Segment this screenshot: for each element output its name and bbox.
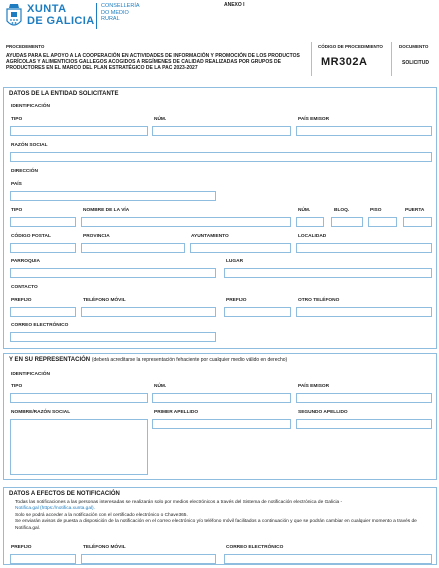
notif-correo-field[interactable] — [224, 554, 432, 564]
localidad-label: LOCALIDAD — [298, 234, 327, 239]
correo-label: CORREO ELECTRÓNICO — [11, 323, 69, 328]
puerta-field[interactable] — [403, 217, 432, 227]
document-label: DOCUMENTO — [399, 44, 429, 49]
header-divider — [311, 42, 312, 76]
rep-segundo-apellido-field[interactable] — [296, 419, 432, 429]
nombre-via-label: NOMBRE DE LA VÍA — [83, 208, 130, 213]
header-divider — [391, 42, 392, 76]
rep-nombre-field[interactable] — [10, 419, 148, 475]
document-value: SOLICITUD — [402, 60, 429, 66]
notification-text — [15, 500, 435, 532]
telefono-movil-field[interactable] — [81, 307, 216, 317]
bloq-field[interactable] — [331, 217, 363, 227]
otro-telefono-label: OTRO TELÉFONO — [298, 298, 340, 303]
tipo-via-label: TIPO — [11, 208, 23, 213]
num-via-field[interactable] — [296, 217, 324, 227]
notif-telefono-label: TELÉFONO MÓVIL — [83, 545, 126, 550]
correo-field[interactable] — [10, 332, 216, 342]
xunta-logo — [6, 3, 151, 31]
identification-heading: IDENTIFICACIÓN — [11, 104, 50, 109]
parroquia-label: PARROQUIA — [11, 259, 40, 264]
section-title: DATOS A EFECTOS DE NOTIFICACIÓN — [9, 491, 120, 497]
prefijo-field[interactable] — [10, 307, 76, 317]
parroquia-field[interactable] — [10, 268, 216, 278]
razon-social-label: RAZÓN SOCIAL — [11, 143, 48, 148]
tipo-label: TIPO — [11, 117, 23, 122]
piso-field[interactable] — [368, 217, 397, 227]
ayuntamiento-field[interactable] — [190, 243, 291, 253]
rep-segundo-apellido-label: SEGUNDO APELLIDO — [298, 410, 348, 415]
notifica-link[interactable]: Notifica.gal (https://notifica.xunta.gal). — [15, 506, 95, 512]
rep-nombre-label: NOMBRE/RAZÓN SOCIAL — [11, 410, 71, 415]
logo-department: CONSELLERÍA DO MEDIO RURAL — [101, 3, 140, 22]
razon-social-field[interactable] — [10, 152, 432, 162]
localidad-field[interactable] — [296, 243, 432, 253]
notification-section — [3, 487, 437, 565]
puerta-label: PUERTA — [405, 208, 425, 213]
pais-emisor-field[interactable] — [296, 126, 432, 136]
codigo-postal-field[interactable] — [10, 243, 76, 253]
identification-heading: IDENTIFICACIÓN — [11, 372, 50, 377]
rep-primer-apellido-field[interactable] — [152, 419, 291, 429]
prefijo2-label: PREFIJO — [226, 298, 247, 303]
rep-pais-emisor-label: PAÍS EMISOR — [298, 384, 330, 389]
pais-emisor-label: PAÍS EMISOR — [298, 117, 330, 122]
prefijo2-field[interactable] — [224, 307, 291, 317]
rep-pais-emisor-field[interactable] — [296, 393, 432, 403]
otro-telefono-field[interactable] — [296, 307, 432, 317]
provincia-field[interactable] — [81, 243, 185, 253]
procedure-code-label: CÓDIGO DE PROCEDIMIENTO — [318, 44, 383, 49]
tipo-field[interactable] — [10, 126, 148, 136]
procedure-code-value: MR302A — [321, 56, 368, 68]
representative-section — [3, 353, 437, 480]
notification-line2: Solo se podrá acceder a la notificación con el certificado electrónico o Chave365. — [15, 512, 188, 518]
num-field[interactable] — [152, 126, 291, 136]
notif-correo-label: CORREO ELECTRÓNICO — [226, 545, 284, 550]
tipo-via-field[interactable] — [10, 217, 76, 227]
rep-tipo-field[interactable] — [10, 393, 148, 403]
nombre-via-field[interactable] — [81, 217, 291, 227]
prefijo-label: PREFIJO — [11, 298, 32, 303]
notif-telefono-field[interactable] — [81, 554, 216, 564]
num-label: NÚM. — [154, 117, 167, 122]
piso-label: PISO — [370, 208, 382, 213]
applicant-section — [3, 87, 437, 349]
notification-line3: Se enviarán avisos de puesta a disposición de la notificación en el correo electrónico y/o teléfono móvil facilitados a continuación y que se podrán cambiar en cualquier momento a través de Notifica.gal. — [15, 519, 417, 531]
section-title: DATOS DE LA ENTIDAD SOLICITANTE — [9, 91, 119, 97]
num-via-label: NÚM. — [298, 208, 311, 213]
contacto-heading: CONTACTO — [11, 285, 38, 290]
lugar-field[interactable] — [224, 268, 432, 278]
lugar-label: LUGAR — [226, 259, 244, 264]
logo-text-galicia: DE GALICIA — [27, 15, 95, 27]
notif-prefijo-label: PREFIJO — [11, 545, 32, 550]
telefono-movil-label: TELÉFONO MÓVIL — [83, 298, 126, 303]
notification-line1: Todas las notificaciones a las personas interesadas se realizarán solo por medios electrónicos a través del Sistema de notificación electrónica de Galicia - — [15, 500, 343, 505]
galicia-emblem-icon — [6, 3, 22, 29]
pais-label: PAÍS — [11, 182, 22, 187]
ayuntamiento-label: AYUNTAMIENTO — [191, 234, 229, 239]
provincia-label: PROVINCIA — [83, 234, 110, 239]
rep-tipo-label: TIPO — [11, 384, 23, 389]
procedure-label: PROCEDEMENTO — [6, 44, 45, 49]
notif-prefijo-field[interactable] — [10, 554, 76, 564]
rep-num-label: NÚM. — [154, 384, 167, 389]
logo-divider — [96, 3, 97, 29]
rep-num-field[interactable] — [152, 393, 291, 403]
section-title — [9, 357, 287, 363]
codigo-postal-label: CÓDIGO POSTAL — [11, 234, 51, 239]
bloq-label: BLOQ. — [334, 208, 350, 213]
procedure-title: AYUDAS PARA EL APOYO A LA COOPERACIÓN EN ACTIVIDADES DE INFORMACIÓN Y PROMOCIÓN DE LOS PRODUCTOS AGRÍCOLAS Y ALIMENTICIOS GALLEGOS ACOGIDOS A REGÍMENES DE CALIDAD REALIZADAS POR GRUPOS DE PRODUCTORES EN EL MARCO DEL PLAN ESTRATÉGICO DE LA PAC 2023-2027 — [6, 53, 300, 71]
pais-field[interactable] — [10, 191, 216, 201]
representative-title: Y EN SU REPRESENTACIÓN — [9, 357, 91, 363]
representative-note: (deberá acreditarse la representación fehaciente por cualquier medio válido en derecho) — [91, 357, 288, 363]
rep-primer-apellido-label: PRIMER APELLIDO — [154, 410, 199, 415]
annex-label: ANEXO I — [224, 2, 245, 8]
logo-text-xunta: XUNTA — [27, 3, 67, 15]
direccion-heading: DIRECCIÓN — [11, 169, 38, 174]
